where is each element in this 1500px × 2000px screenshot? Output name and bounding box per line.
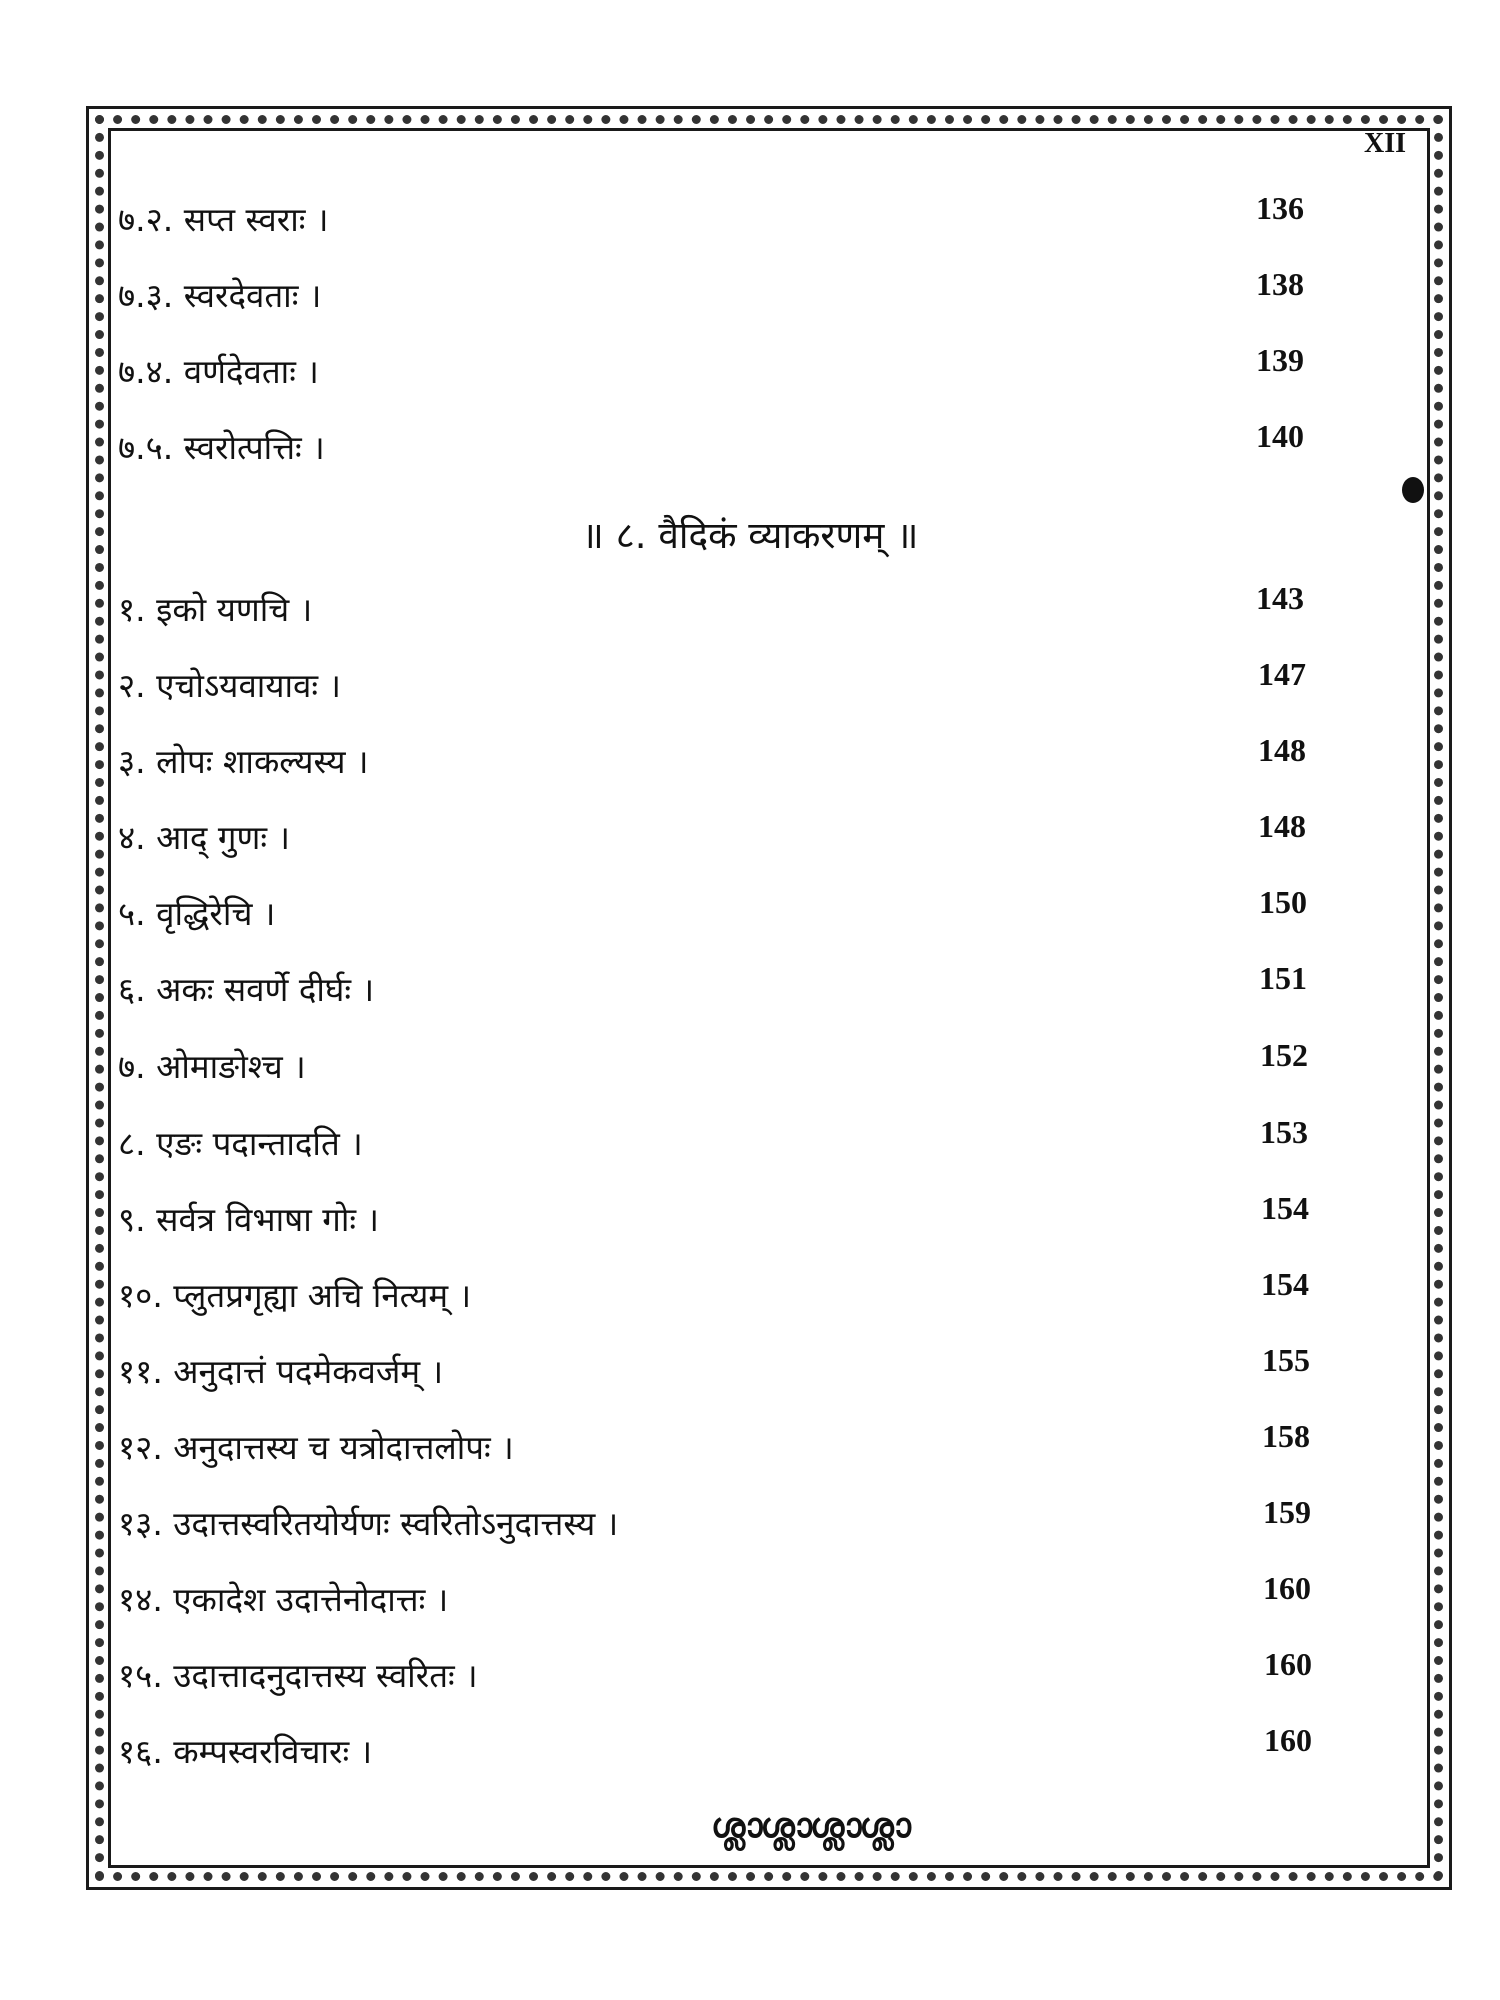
toc-entry-title: ८. एङः पदान्तादति । <box>118 1124 363 1163</box>
toc-entry <box>118 1570 1318 1624</box>
toc-entry-page: 160 <box>1263 1570 1311 1606</box>
toc-entry-page: 152 <box>1260 1037 1308 1073</box>
toc-entry-page: 148 <box>1258 732 1306 768</box>
toc-entry <box>118 884 1318 938</box>
toc-entry-title: ७.५. स्वरोत्पत्तिः । <box>118 428 325 467</box>
toc-entry <box>118 1494 1318 1548</box>
toc-entry <box>118 1266 1318 1320</box>
toc-entry-title: १. इको यणचि । <box>118 590 313 629</box>
toc-entry-page: 160 <box>1264 1722 1312 1758</box>
toc-entry-title: ७. ओमाङोश्च । <box>118 1047 306 1086</box>
toc-entry-page: 155 <box>1262 1342 1310 1378</box>
toc-entry-title: १६. कम्पस्वरविचारः । <box>118 1732 373 1771</box>
toc-entry-page: 147 <box>1258 656 1306 692</box>
toc-entry-title: ९. सर्वत्र विभाषा गोः । <box>118 1200 380 1239</box>
toc-entry-page: 150 <box>1259 884 1307 920</box>
toc-entry-title: ११. अनुदात्तं पदमेकवर्जम् । <box>118 1352 444 1391</box>
page-number: XII <box>1364 128 1407 159</box>
toc-entry-page: 136 <box>1256 190 1304 226</box>
toc-entry <box>118 342 1318 396</box>
toc-entry <box>118 960 1318 1014</box>
toc-entry-title: १५. उदात्तादनुदात्तस्य स्वरितः । <box>118 1656 478 1695</box>
toc-entry <box>118 1342 1318 1396</box>
toc-entry-page: 138 <box>1256 266 1304 302</box>
toc-entry-page: 139 <box>1256 342 1304 378</box>
toc-entry <box>118 1114 1318 1168</box>
toc-entry-title: १३. उदात्तस्वरितयोर्यणः स्वरितोऽनुदात्तस्य । <box>118 1504 619 1543</box>
toc-entry-page: 153 <box>1260 1114 1308 1150</box>
toc-entry <box>118 732 1318 786</box>
toc-entry-page: 159 <box>1263 1494 1311 1530</box>
toc-entry-page: 154 <box>1261 1190 1309 1226</box>
toc-entry-title: ५. वृद्धिरेचि । <box>118 894 276 933</box>
toc-entry-title: ६. अकः सवर्णे दीर्घः । <box>118 970 375 1009</box>
toc-entry <box>118 190 1318 244</box>
toc-entry-title: ७.४. वर्णदेवताः । <box>118 352 319 391</box>
end-ornament: ശ്ലാശ്ലാശ്ലാശ്ലാ <box>710 1806 910 1846</box>
toc-entry-title: ७.३. स्वरदेवताः । <box>118 276 322 315</box>
toc-entry <box>118 808 1318 862</box>
toc-entry <box>118 1190 1318 1244</box>
toc-entry-title: २. एचोऽयवायावः । <box>118 666 342 705</box>
toc-entry-page: 140 <box>1256 418 1304 454</box>
ink-blot <box>1402 477 1424 503</box>
toc-entry-title: १२. अनुदात्तस्य च यत्रोदात्तलोपः । <box>118 1428 514 1467</box>
toc-entry-title: १०. प्लुतप्रगृह्या अचि नित्यम् । <box>118 1276 472 1315</box>
toc-entry-page: 154 <box>1261 1266 1309 1302</box>
toc-entry <box>118 580 1318 634</box>
toc-entry-page: 143 <box>1256 580 1304 616</box>
toc-entry-page: 148 <box>1258 808 1306 844</box>
toc-entry <box>118 418 1318 472</box>
toc-entry-title: ३. लोपः शाकल्यस्य । <box>118 742 369 781</box>
toc-entry-title: ७.२. सप्त स्वराः । <box>118 200 329 239</box>
toc-entry-page: 158 <box>1262 1418 1310 1454</box>
toc-entry-page: 160 <box>1264 1646 1312 1682</box>
toc-entry-title: १४. एकादेश उदात्तेनोदात्तः । <box>118 1580 449 1619</box>
toc-entry-page: 151 <box>1259 960 1307 996</box>
toc-entry <box>118 656 1318 710</box>
toc-entry <box>118 1418 1318 1472</box>
toc-entry-title: ४. आद् गुणः । <box>118 818 290 857</box>
toc-entry <box>118 1646 1318 1700</box>
toc-entry <box>118 266 1318 320</box>
section-heading: ॥ ८. वैदिकं व्याकरणम् ॥ <box>581 514 919 557</box>
toc-entry <box>118 1722 1318 1776</box>
toc-entry <box>118 1037 1318 1091</box>
